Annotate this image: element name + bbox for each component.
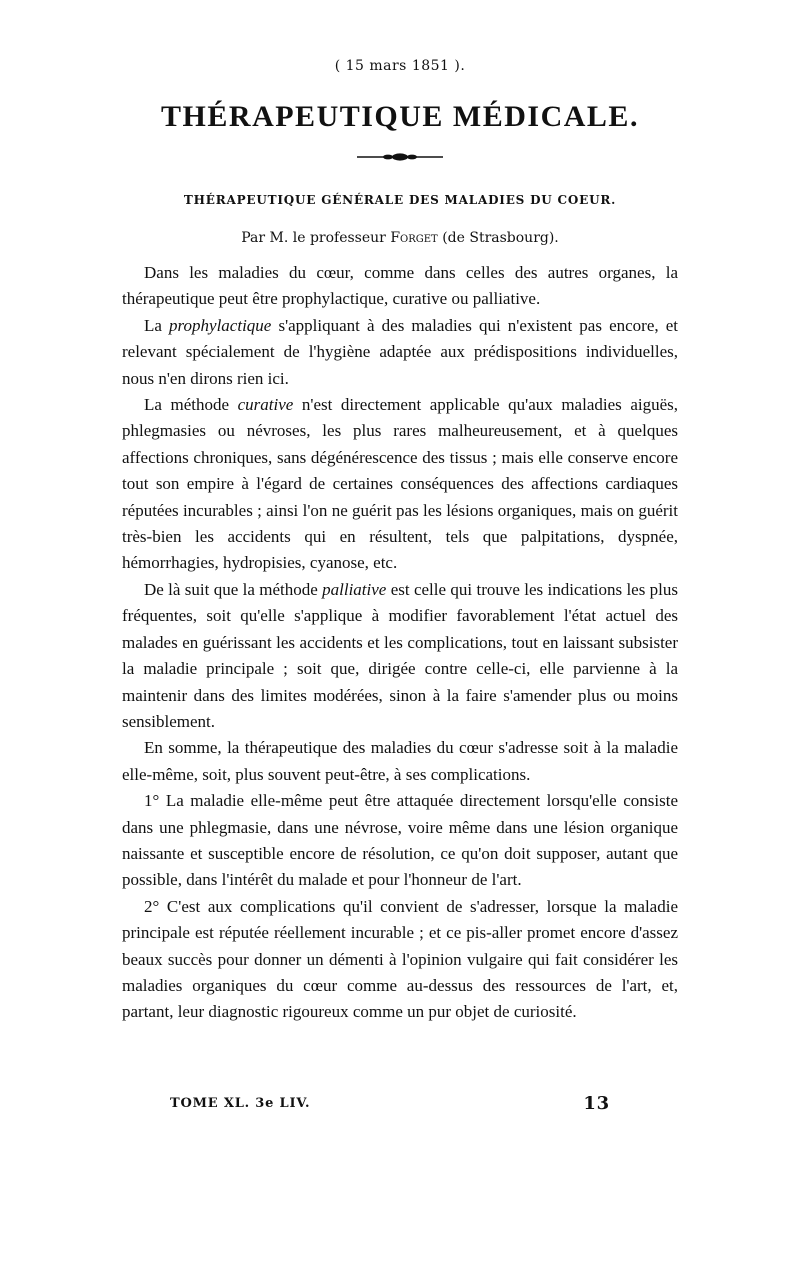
page-footer: [170, 1093, 610, 1114]
issue-date: ( 15 mars 1851 ).: [334, 58, 466, 74]
ornament-divider-icon: [355, 150, 445, 164]
byline: [0, 230, 800, 246]
page-number: 13: [583, 1093, 610, 1114]
paragraph-5: En somme, la thérapeutique des maladies du cœur s'adresse soit à la maladie elle-même, soit, plus souvent peut-être, à ses complications.: [122, 738, 678, 784]
paragraph-3: La méthode curative n'est directement applicable qu'aux maladies aiguës, phlegmasies ou névroses, les plus rares malheureusement, et à quelques affections chroniques, sans dégénérescence des tissus ; mais elle conserve encore tout son empire à l'égard de certaines conséquences des affections cardiaques réputées incurables ; ainsi l'on ne guérit pas les lésions organiques, mais on guérit très-bien les accidents qui en résultent, tels que palpitations, dyspnée, hémorrhagies, hydropisies, cyanose, etc.: [122, 395, 679, 573]
byline-suffix: (de Strasbourg).: [442, 230, 559, 246]
paragraph-4: De là suit que la méthode palliative est celle qui trouve les indications les plus fréquentes, soit qu'elle s'applique à modifier favorablement l'état actuel des malades en guérissant les accidents et les complications, tout en laissant subsister la maladie principale ; soit que, dirigée contre celle-ci, elle parvienne à la maintenir dans des limites modérées, sinon à la faire s'amender plus ou moins sensiblement.: [122, 579, 679, 731]
byline-prefix: Par M. le professeur: [241, 230, 386, 246]
section-title: THÉRAPEUTIQUE MÉDICALE.: [161, 100, 639, 133]
paragraph-2: La prophylactique s'appliquant à des maladies qui n'existent pas encore, et relevant spécialement de l'hygiène adaptée aux prédispositions individuelles, nous n'en dirons rien ici.: [122, 315, 678, 388]
byline-author: Forget: [390, 230, 438, 246]
paragraph-1: Dans les maladies du cœur, comme dans celles des autres organes, la thérapeutique peut être prophylactique, curative ou palliative.: [122, 263, 678, 309]
article-subtitle: THÉRAPEUTIQUE GÉNÉRALE DES MALADIES DU COEUR.: [183, 193, 617, 207]
signature-mark: TOME XL. 3e LIV.: [170, 1096, 311, 1111]
article-body: [122, 260, 678, 1026]
paragraph-6: 1° La maladie elle-même peut être attaquée directement lorsqu'elle consiste dans une phlegmasie, dans une névrose, voire même dans une lésion organique naissante et susceptible encore de résolution, ce qu'on doit supposer, autant que possible, dans l'intérêt du malade et pour l'honneur de l'art.: [122, 791, 678, 890]
paragraph-7: 2° C'est aux complications qu'il convient de s'adresser, lorsque la maladie principale est réputée réellement incurable ; et ce pis-aller promet encore d'assez beaux succès pour donner un démenti à l'opinion vulgaire qui fait considérer les maladies organiques du cœur comme au-dessus des ressources de l'art, et, partant, leur diagnostic rigoureux comme un pur objet de curiosité.: [122, 896, 678, 1022]
